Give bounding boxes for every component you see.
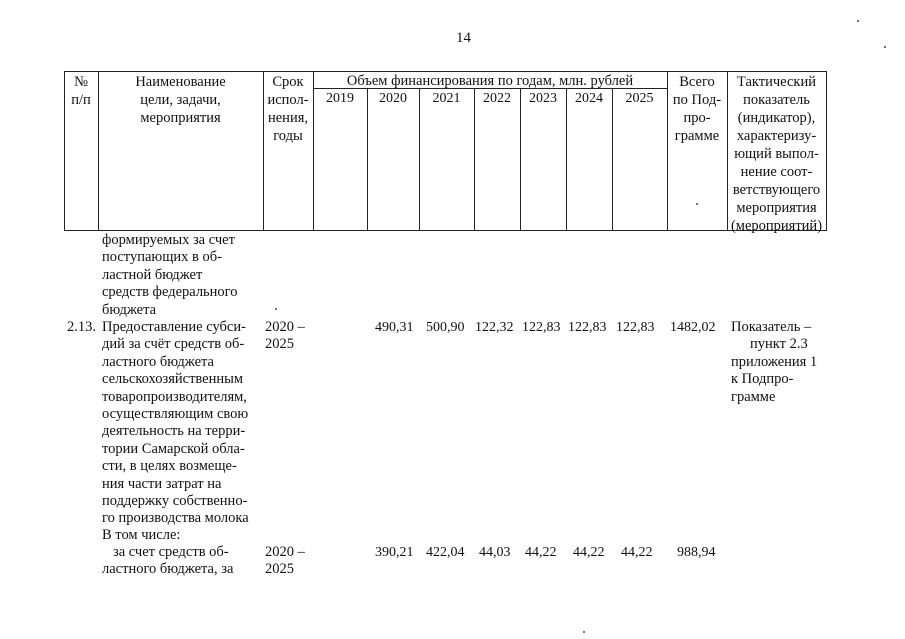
sub-value-total: 988,94 xyxy=(677,545,716,560)
header-funding: Объем финансирования по годам, млн. рублей xyxy=(346,73,634,89)
sub-value-2020: 390,21 xyxy=(375,545,414,560)
header-year-2022: 2022 xyxy=(483,91,511,106)
sub-value-2022: 44,03 xyxy=(479,545,511,560)
header-year-2024: 2024 xyxy=(575,91,603,106)
row-name: Предоставление субси- дий за счёт средств об- ластного бюджета сельскохозяйственным товаропроизводителям, осуществляющим свою деятельность на терри- тории Самарской обла- сти, в целях возмеще- ния части затрат на поддержку собственно- го производства молока xyxy=(102,319,249,527)
value-2021: 500,90 xyxy=(426,320,465,335)
row-term: 2020 – 2025 xyxy=(265,319,305,353)
subrow-name: за счет средств об- ластного бюджета, за xyxy=(102,544,234,578)
header-name: Наименование цели, задачи, мероприятия xyxy=(135,74,226,126)
scan-speck xyxy=(583,631,585,633)
value-total: 1482,02 xyxy=(670,320,716,335)
header-year-2020: 2020 xyxy=(379,91,407,106)
value-2022: 122,32 xyxy=(475,320,514,335)
including-label: В том числе: xyxy=(102,527,181,543)
header-year-2025: 2025 xyxy=(625,91,654,106)
value-2023: 122,83 xyxy=(522,320,561,335)
continuation-text: формируемых за счет поступающих в об- ластной бюджет средств федерального бюджета xyxy=(102,232,238,318)
sub-value-2025: 44,22 xyxy=(621,545,653,560)
sub-value-2021: 422,04 xyxy=(426,545,465,560)
row-indicator: Показатель – пункт 2.3 приложения 1 к Подпро- грамме xyxy=(731,319,818,405)
header-total: Всего по Под- про- грамме xyxy=(672,74,722,144)
scan-speck xyxy=(884,46,886,48)
value-2025: 122,83 xyxy=(616,320,655,335)
sub-value-2024: 44,22 xyxy=(573,545,605,560)
row-number: 2.13. xyxy=(67,319,96,335)
value-2020: 490,31 xyxy=(375,320,414,335)
header-year-2019: 2019 xyxy=(326,91,354,106)
header-year-2021: 2021 xyxy=(432,91,461,106)
header-number: № п/п xyxy=(71,74,91,108)
scan-speck xyxy=(696,203,698,205)
header-term: Срок испол- нения, годы xyxy=(267,74,309,144)
scan-speck xyxy=(275,308,277,310)
sub-value-2023: 44,22 xyxy=(525,545,557,560)
value-2024: 122,83 xyxy=(568,320,607,335)
scan-speck xyxy=(857,20,859,22)
subrow-term: 2020 – 2025 xyxy=(265,544,305,578)
header-indicator: Тактический показатель (индикатор), характеризу- ющий выпол- нение соот- ветствующего мероприятия (мероприятий) xyxy=(730,74,823,234)
header-year-2023: 2023 xyxy=(529,91,557,106)
page-number: 14 xyxy=(456,30,471,46)
